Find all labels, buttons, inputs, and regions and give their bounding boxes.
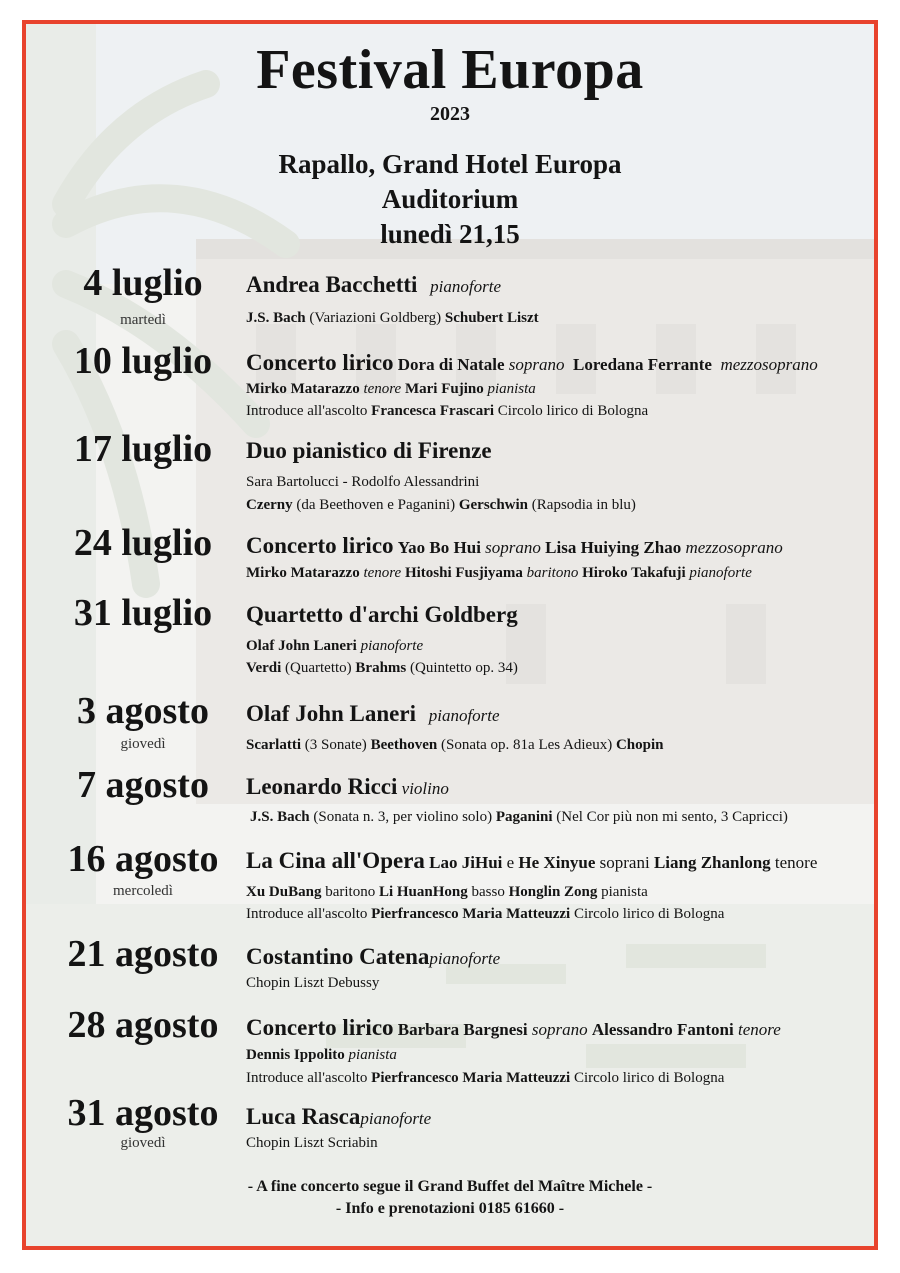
festival-title: Festival Europa xyxy=(256,39,644,101)
footer-info: - Info e prenotazioni 0185 61660 - xyxy=(335,1200,565,1217)
event-weekday: mercoledì xyxy=(113,883,173,899)
event-program: Czerny (da Beethoven e Paganini) Gerschwin (Rapsodia in blu) xyxy=(246,497,636,513)
event-weekday: martedì xyxy=(120,312,166,328)
event-headline: Luca Rascapianoforte xyxy=(246,1104,432,1129)
event-performers: Mirko Matarazzo tenore Hitoshi Fusjiyama baritono Hiroko Takafuji pianoforte xyxy=(246,565,752,581)
event-headline: Concerto lirico Dora di Natale soprano Loredana Ferrante mezzosoprano xyxy=(246,350,818,375)
event-date: 7 agosto xyxy=(77,764,209,806)
event-program: Verdi (Quartetto) Brahms (Quintetto op. 34) xyxy=(246,660,518,676)
event-date: 10 luglio xyxy=(73,340,213,382)
event-headline: Andrea Bacchetti pianoforte xyxy=(246,272,502,297)
event-performers: Xu DuBang baritono Li HuanHong basso Honglin Zong pianista xyxy=(246,884,648,900)
event-date: 4 luglio xyxy=(83,262,203,304)
event-introduction: Introduce all'ascolto Francesca Frascari Circolo lirico di Bologna xyxy=(246,403,649,419)
event-program: Scarlatti (3 Sonate) Beethoven (Sonata op. 81a Les Adieux) Chopin xyxy=(246,737,664,753)
event-headline: Costantino Catenapianoforte xyxy=(246,944,501,969)
event-date: 3 agosto xyxy=(77,690,209,732)
festival-year: 2023 xyxy=(430,103,470,125)
event-headline: Quartetto d'archi Goldberg xyxy=(246,602,518,627)
venue-line: Rapallo, Grand Hotel Europa xyxy=(278,149,622,179)
event-headline: La Cina all'Opera Lao JiHui e He Xinyue soprani Liang Zhanlong tenore xyxy=(246,848,818,873)
event-headline: Duo pianistico di Firenze xyxy=(246,438,492,463)
event-date: 21 agosto xyxy=(67,933,219,975)
event-headline: Olaf John Laneri pianoforte xyxy=(246,701,500,726)
event-date: 31 agosto xyxy=(67,1092,219,1134)
event-date: 17 luglio xyxy=(73,428,213,470)
footer-buffet: - A fine concerto segue il Grand Buffet del Maître Michele - xyxy=(247,1178,653,1195)
time-line: lunedì 21,15 xyxy=(380,219,520,249)
event-performers: Olaf John Laneri pianoforte xyxy=(246,638,424,654)
event-program: J.S. Bach (Variazioni Goldberg) Schubert Liszt xyxy=(246,310,539,326)
event-introduction: Introduce all'ascolto Pierfrancesco Maria Matteuzzi Circolo lirico di Bologna xyxy=(246,1070,725,1086)
event-weekday: giovedì xyxy=(120,736,166,752)
event-performers: Dennis Ippolito pianista xyxy=(246,1047,397,1063)
event-headline: Concerto lirico Yao Bo Hui soprano Lisa Huiying Zhao mezzosoprano xyxy=(246,533,783,558)
event-weekday: giovedì xyxy=(120,1135,166,1151)
event-introduction: Introduce all'ascolto Pierfrancesco Maria Matteuzzi Circolo lirico di Bologna xyxy=(246,906,725,922)
event-date: 16 agosto xyxy=(67,838,219,880)
event-headline: Concerto lirico Barbara Bargnesi soprano Alessandro Fantoni tenore xyxy=(246,1015,781,1040)
hall-line: Auditorium xyxy=(381,184,519,214)
event-headline: Leonardo Ricci violino xyxy=(246,774,449,799)
event-performers: Mirko Matarazzo tenore Mari Fujino pianista xyxy=(246,381,536,397)
event-date: 31 luglio xyxy=(73,592,213,634)
event-program: Chopin Liszt Scriabin xyxy=(246,1135,378,1151)
event-program: J.S. Bach (Sonata n. 3, per violino solo) Paganini (Nel Cor più non mi sento, 3 Capricci) xyxy=(250,809,788,825)
event-date: 28 agosto xyxy=(67,1004,219,1046)
event-performers: Sara Bartolucci - Rodolfo Alessandrini xyxy=(246,474,480,490)
event-date: 24 luglio xyxy=(73,522,213,564)
event-program: Chopin Liszt Debussy xyxy=(246,975,380,991)
